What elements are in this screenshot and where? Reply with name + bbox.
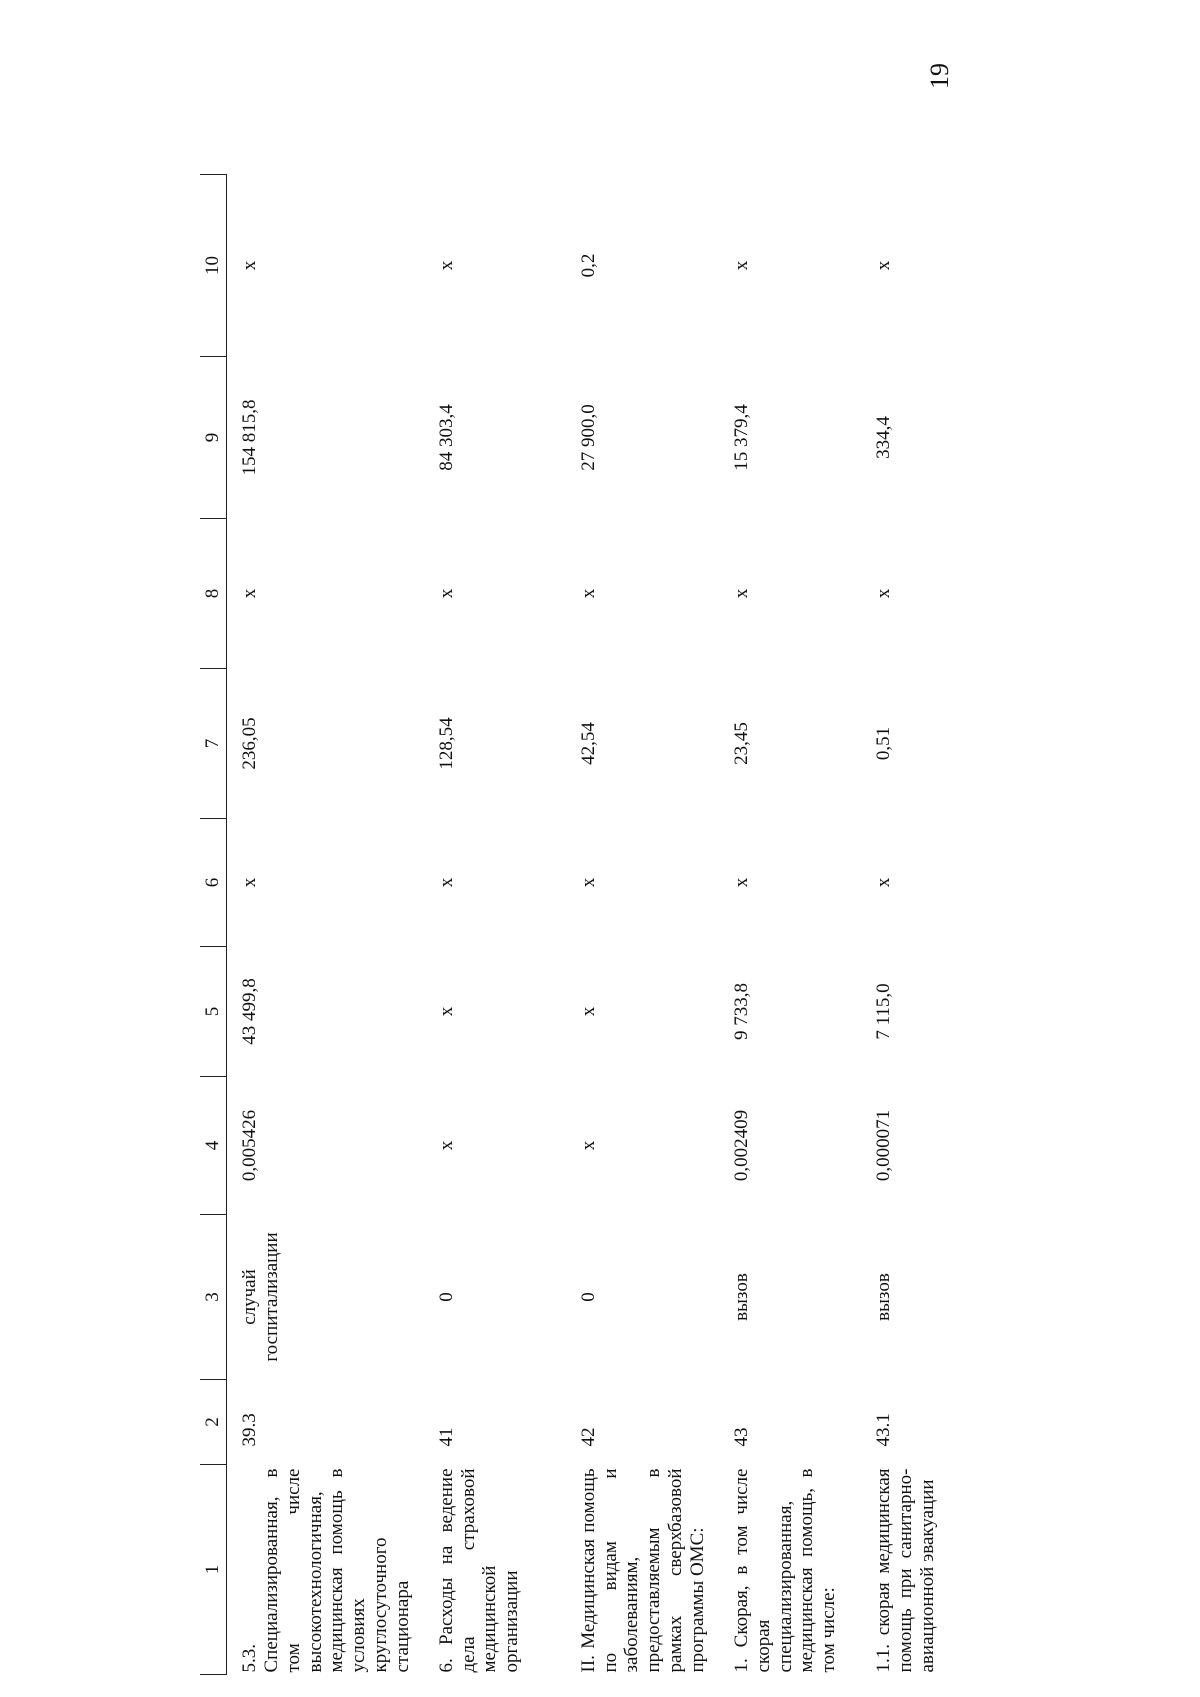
cell-col5: 9 733,8 bbox=[730, 983, 752, 1040]
table-body bbox=[227, 175, 993, 1675]
cell-col10: 0,2 bbox=[577, 253, 599, 278]
cell-col9: 27 900,0 bbox=[577, 404, 599, 471]
column-number-row bbox=[200, 175, 227, 1675]
column-number: 8 bbox=[200, 519, 227, 669]
tariff-table bbox=[200, 174, 993, 1675]
table-row bbox=[719, 175, 861, 1675]
row-unit: вызов bbox=[872, 1273, 894, 1321]
row-name: II. Медицинская помощь по видам и заболеваниям, предоставляемым в рамках сверхбазовой программы ОМС: bbox=[577, 1468, 708, 1673]
cell-col9: 334,4 bbox=[872, 416, 894, 459]
table-row bbox=[227, 175, 424, 1675]
row-unit: 0 bbox=[577, 1292, 599, 1302]
row-name: 5.3. Специализированная, в том числе высокотехнологичная, медицинская помощь в условиях круглосуточного стационара bbox=[239, 1468, 413, 1673]
cell-col8: x bbox=[239, 588, 260, 599]
table-row bbox=[424, 175, 566, 1675]
cell-col4: 0,002409 bbox=[730, 1109, 752, 1182]
cell-col9: 15 379,4 bbox=[730, 404, 752, 471]
cell-col4: x bbox=[577, 1140, 599, 1151]
cell-col10: x bbox=[239, 260, 260, 271]
table-row bbox=[566, 175, 719, 1675]
cell-col6: x bbox=[577, 877, 599, 888]
row-unit: случай госпитализации bbox=[239, 1232, 282, 1362]
column-number: 1 bbox=[200, 1465, 227, 1675]
cell-col8: x bbox=[730, 588, 752, 599]
row-code: 39.3 bbox=[239, 1413, 260, 1447]
page-number: 19 bbox=[925, 63, 954, 89]
cell-col5: x bbox=[435, 1006, 457, 1017]
column-number: 6 bbox=[200, 819, 227, 947]
cell-col10: x bbox=[872, 260, 894, 271]
cell-col7: 236,05 bbox=[239, 717, 260, 770]
cell-col4: x bbox=[435, 1140, 457, 1151]
table-row bbox=[861, 175, 993, 1675]
cell-col6: x bbox=[872, 877, 894, 888]
row-name: 1. Скорая, в том числе скорая специализированная, медицинская помощь, в том числе: bbox=[730, 1468, 840, 1673]
column-number: 7 bbox=[200, 669, 227, 819]
cell-col7: 42,54 bbox=[577, 722, 599, 765]
cell-col4: 0,000071 bbox=[872, 1109, 894, 1182]
cell-col9: 154 815,8 bbox=[239, 399, 260, 476]
row-code: 43 bbox=[730, 1427, 752, 1447]
cell-col6: x bbox=[435, 877, 457, 888]
cell-col10: x bbox=[435, 260, 457, 271]
cell-col8: x bbox=[435, 588, 457, 599]
cell-col6: x bbox=[730, 877, 752, 888]
column-number: 9 bbox=[200, 357, 227, 519]
cell-col8: x bbox=[577, 588, 599, 599]
cell-col10: x bbox=[730, 260, 752, 271]
column-number: 2 bbox=[200, 1380, 227, 1465]
row-unit: вызов bbox=[730, 1273, 752, 1321]
cell-col4: 0,005426 bbox=[239, 1109, 260, 1182]
column-number: 4 bbox=[200, 1077, 227, 1215]
row-code: 42 bbox=[577, 1427, 599, 1447]
cell-col5: 43 499,8 bbox=[239, 978, 260, 1045]
row-code: 43.1 bbox=[872, 1413, 894, 1447]
row-name: 6. Расходы на ведение дела страховой медицинской организации bbox=[435, 1468, 523, 1673]
cell-col6: x bbox=[239, 877, 260, 888]
cell-col8: x bbox=[872, 588, 894, 599]
column-number: 5 bbox=[200, 947, 227, 1077]
column-number: 10 bbox=[200, 175, 227, 357]
cell-col7: 128,54 bbox=[435, 717, 457, 770]
rotated-table-container bbox=[200, 175, 1050, 1675]
column-number: 3 bbox=[200, 1215, 227, 1380]
row-unit: 0 bbox=[435, 1292, 457, 1302]
cell-col7: 23,45 bbox=[730, 722, 752, 765]
cell-col9: 84 303,4 bbox=[435, 404, 457, 471]
table-header bbox=[200, 175, 227, 1675]
row-code: 41 bbox=[435, 1427, 457, 1447]
cell-col5: 7 115,0 bbox=[872, 983, 894, 1040]
cell-col5: x bbox=[577, 1006, 599, 1017]
row-name: 1.1. скорая медицинская помощь при санитарно-авиационной эвакуации bbox=[872, 1468, 938, 1673]
cell-col7: 0,51 bbox=[872, 726, 894, 761]
